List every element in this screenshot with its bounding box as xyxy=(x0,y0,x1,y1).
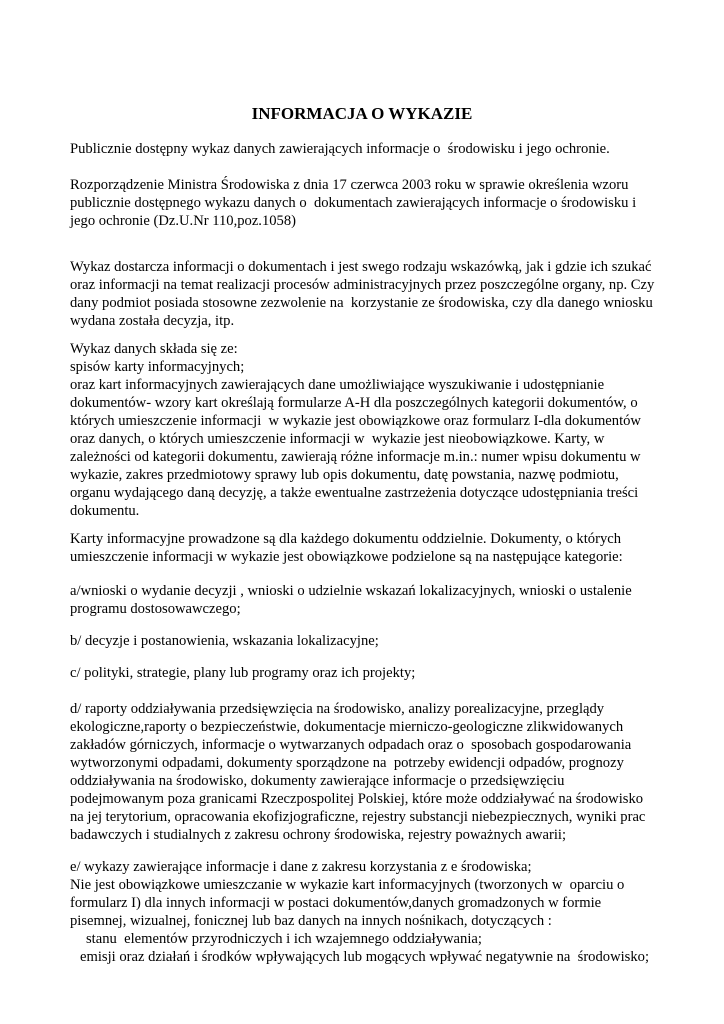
category-d-line: badawczych i studialnych z zakresu ochrony środowiska, rejestry poważnych awarii; xyxy=(70,827,567,843)
category-d-line: oddziaływania na środowisko, dokumenty zawierające informacje o przedsięwzięciu xyxy=(70,773,565,789)
paragraph-optional-line: Nie jest obowiązkowe umieszczanie w wykazie kart informacyjnych (tworzonych w oparciu o xyxy=(70,877,625,893)
category-a-line: programu dostosowawczego; xyxy=(70,601,241,617)
paragraph-optional-line: pisemnej, wizualnej, fonicznej lub baz danych na innych nośnikach, dotyczących : xyxy=(70,913,552,929)
paragraph-structure-line: zależności od kategorii dokumentu, zawierają różne informacje m.in.: numer wpisu dokumentu w xyxy=(70,449,641,465)
paragraph-regulation-line: publicznie dostępnego wykazu danych o dokumentach zawierających informacje o środowisku i xyxy=(70,195,637,211)
category-b: b/ decyzje i postanowienia, wskazania lokalizacyjne; xyxy=(70,633,379,649)
paragraph-cards-line: umieszczenie informacji w wykazie jest obowiązkowe podzielone są na następujące kategorie: xyxy=(70,549,623,565)
category-a-line: a/wnioski o wydanie decyzji , wnioski o udzielnie wskazań lokalizacyjnych, wnioski o ustalenie xyxy=(70,583,632,599)
category-e: e/ wykazy zawierające informacje i dane z zakresu korzystania z e środowiska; xyxy=(70,859,532,875)
optional-item: stanu elementów przyrodniczych i ich wzajemnego oddziaływania; xyxy=(86,931,482,947)
paragraph-purpose-line: oraz informacji na temat realizacji procesów administracyjnych przez poszczególne organy, np. Czy xyxy=(70,277,655,293)
document-title: INFORMACJA O WYKAZIE xyxy=(251,104,473,123)
category-d-line: na jej terytorium, opracowania ekofizjograficzne, rejestry substancji niebezpiecznych, wyniki prac xyxy=(70,809,646,825)
paragraph-purpose-line: dany podmiot posiada stosowne zezwolenie na korzystanie ze środowiska, czy dla danego wniosku xyxy=(70,295,653,311)
paragraph-structure-line: wykazie, zakres przedmiotowy sprawy lub opis dokumentu, datę powstania, nazwę podmiotu, xyxy=(70,467,619,483)
category-d-line: zakładów górniczych, informacje o wytwarzanych odpadach oraz o sposobach gospodarowania xyxy=(70,737,632,753)
category-c: c/ polityki, strategie, plany lub programy oraz ich projekty; xyxy=(70,665,416,681)
paragraph-optional-line: formularz I) dla innych informacji w postaci dokumentów,danych gromadzonych w formie xyxy=(70,895,602,911)
paragraph-intro: Publicznie dostępny wykaz danych zawierających informacje o środowisku i jego ochronie. xyxy=(70,141,610,157)
paragraph-structure-line: których umieszczenie informacji w wykazie jest obowiązkowe oraz formularz I-dla dokumentów xyxy=(70,413,641,429)
paragraph-structure-line: dokumentu. xyxy=(70,503,140,519)
paragraph-structure-line: organu wydającego daną decyzję, a także ewentualne zastrzeżenia dotyczące udostępniania treści xyxy=(70,485,639,501)
optional-item: emisji oraz działań i środków wpływających lub mogących wpływać negatywnie na środowisko; xyxy=(80,949,649,965)
paragraph-purpose-line: Wykaz dostarcza informacji o dokumentach i jest swego rodzaju wskazówką, jak i gdzie ich szukać xyxy=(70,259,652,275)
category-d-line: podejmowanym poza granicami Rzeczpospolitej Polskiej, które może oddziaływać na środowisko xyxy=(70,791,644,807)
paragraph-structure-line: oraz danych, o których umieszczenie informacji w wykazie jest nieobowiązkowe. Karty, w xyxy=(70,431,605,447)
category-d-line: ekologiczne,raporty o bezpieczeństwie, dokumentacje mierniczo-geologiczne zlikwidowanych xyxy=(70,719,624,735)
paragraph-purpose-line: wydana została decyzja, itp. xyxy=(70,313,235,329)
paragraph-structure-line: Wykaz danych składa się ze: xyxy=(70,341,238,357)
paragraph-regulation-line: Rozporządzenie Ministra Środowiska z dnia 17 czerwca 2003 roku w sprawie określenia wzoru xyxy=(70,177,629,193)
paragraph-cards-line: Karty informacyjne prowadzone są dla każdego dokumentu oddzielnie. Dokumenty, o których xyxy=(70,531,622,547)
paragraph-regulation-line: jego ochronie (Dz.U.Nr 110,poz.1058) xyxy=(70,213,297,229)
paragraph-structure-line: oraz kart informacyjnych zawierających dane umożliwiające wyszukiwanie i udostępnianie xyxy=(70,377,605,393)
paragraph-structure-line: spisów karty informacyjnych; xyxy=(70,359,245,375)
paragraph-structure-line: dokumentów- wzory kart określają formularze A-H dla poszczególnych kategorii dokumentów, o xyxy=(70,395,638,411)
category-d-line: d/ raporty oddziaływania przedsięwzięcia na środowisko, analizy porealizacyjne, przeglądy xyxy=(70,701,605,717)
category-d-line: wytworzonymi odpadami, dokumenty sporządzone na potrzeby ewidencji odpadów, prognozy xyxy=(70,755,624,771)
